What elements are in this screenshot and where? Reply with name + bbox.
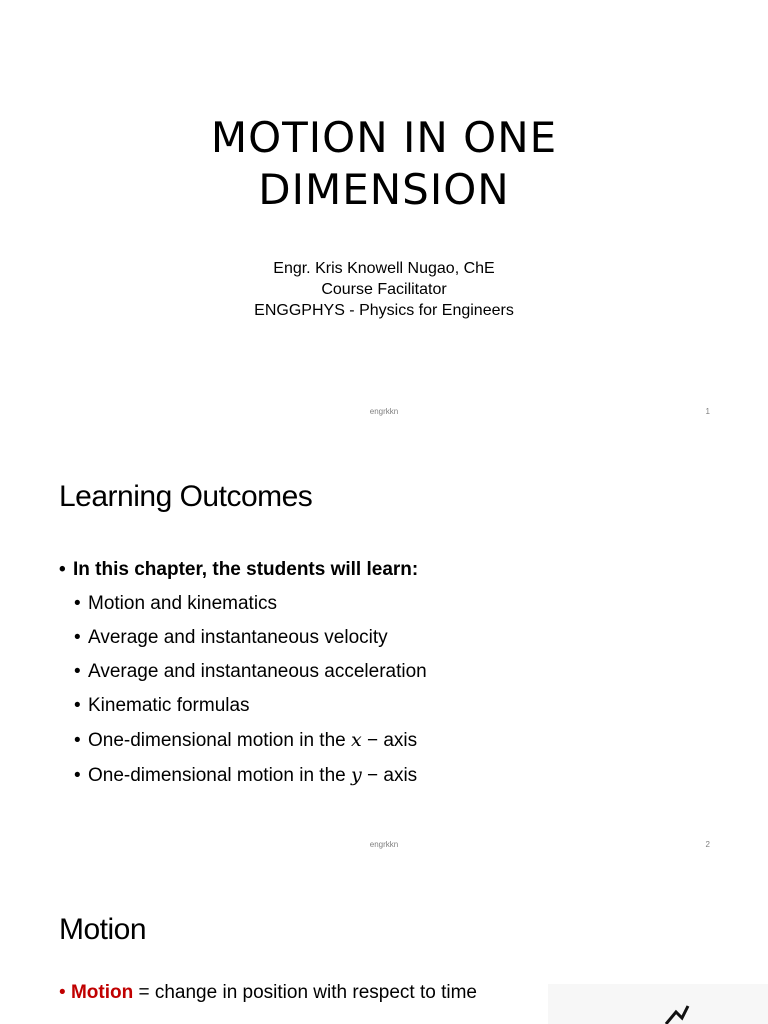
page-number: 1 <box>705 407 710 416</box>
list-item: • One-dimensional motion in the y − axis <box>74 764 418 786</box>
slide-heading: Motion <box>59 913 147 946</box>
item-text: One-dimensional motion in the <box>88 730 351 751</box>
course-name: ENGGPHYS - Physics for Engineers <box>254 302 514 319</box>
math-variable: y <box>350 764 362 786</box>
page-number: 2 <box>705 840 710 849</box>
item-text: Average and instantaneous acceleration <box>88 661 427 682</box>
definition-term: Motion <box>70 982 134 1003</box>
list-item: • Average and instantaneous acceleration <box>74 661 427 682</box>
title-line-2: DIMENSION <box>258 165 510 214</box>
title-line-1: MOTION IN ONE <box>210 113 558 162</box>
slide-footer: engrkkn <box>369 840 399 849</box>
item-text: Kinematic formulas <box>88 695 250 716</box>
list-item: • One-dimensional motion in the x − axis <box>74 729 418 751</box>
item-text: Average and instantaneous velocity <box>88 627 388 648</box>
math-variable: x <box>350 729 362 751</box>
list-item: • Kinematic formulas <box>74 695 250 716</box>
intro-text: In this chapter, the students will learn: <box>73 559 419 580</box>
author-role: Course Facilitator <box>321 281 447 298</box>
item-text: One-dimensional motion in the <box>88 765 351 786</box>
definition-text: = change in position with respect to time <box>133 982 477 1003</box>
list-item: • Motion and kinematics <box>74 593 278 614</box>
slide-title <box>0 112 768 216</box>
illustration-fragment <box>548 984 768 1024</box>
slide-2 <box>0 433 768 865</box>
item-text: − axis <box>361 765 418 786</box>
slide-subtitle <box>0 258 768 321</box>
item-text: − axis <box>361 730 418 751</box>
list-item: • Average and instantaneous velocity <box>74 627 388 648</box>
list-item: • In this chapter, the students will learn: <box>59 559 419 580</box>
bullet-icon: • <box>59 982 66 1003</box>
item-text: Motion and kinematics <box>88 593 278 614</box>
slide-heading: Learning Outcomes <box>59 480 313 513</box>
slide-3 <box>0 866 768 1024</box>
definition-line <box>59 982 477 1004</box>
slide-1 <box>0 0 768 432</box>
outcomes-list <box>59 553 427 793</box>
author-name: Engr. Kris Knowell Nugao, ChE <box>273 260 495 277</box>
slide-footer: engrkkn <box>369 407 399 416</box>
